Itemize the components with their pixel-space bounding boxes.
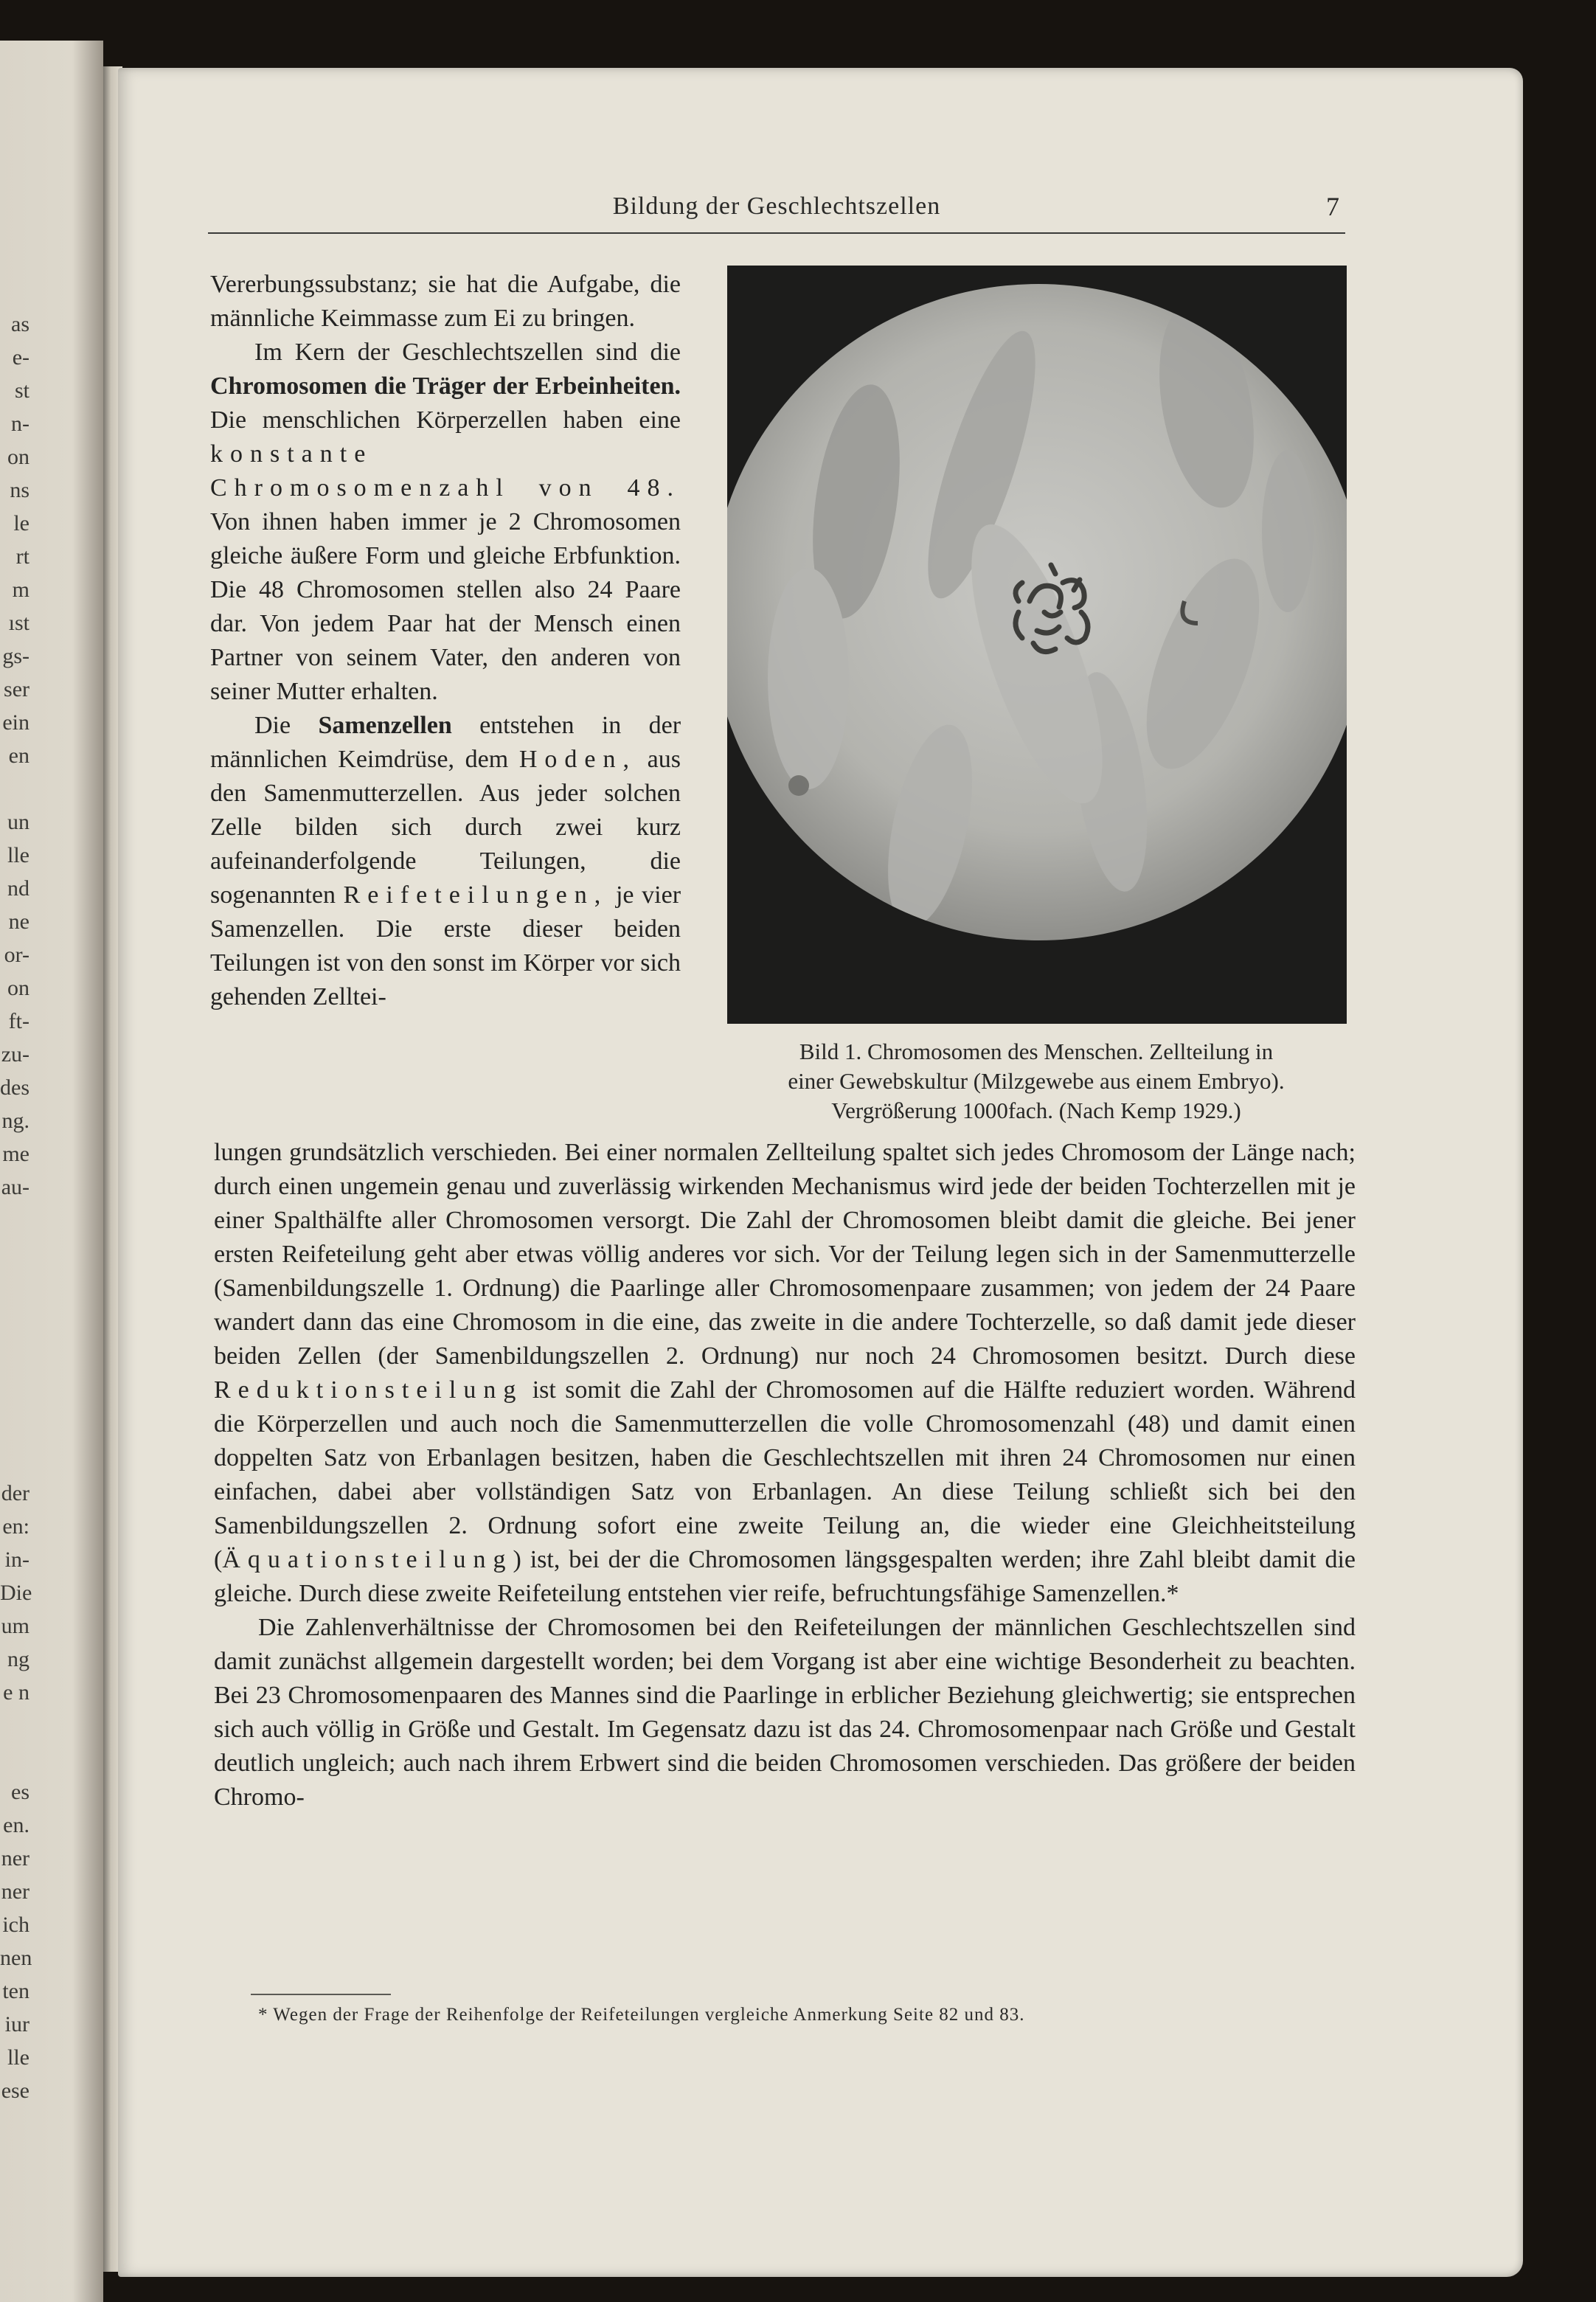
paragraph: Die Samenzellen entstehen in der männlichen Keimdrüse, dem Hoden, aus den Samenmutterzellen. Aus jeder solchen Zelle bilden sich durch zwei kurz aufeinanderfolgende Teilungen, die sogenannten Reifeteilungen, je vier Samenzellen. Die erste dieser beiden Teilungen ist von den sonst im Körper vor sich gehenden Zelltei- bbox=[210, 712, 681, 1010]
spaced-phrase: konstante Chromosomenzahl von 48. bbox=[210, 440, 681, 502]
previous-page-fragment: des bbox=[0, 1075, 30, 1100]
previous-page-fragment: on bbox=[7, 445, 30, 469]
previous-page-fragment: ft- bbox=[8, 1009, 30, 1033]
previous-page-fragment: ner bbox=[1, 1879, 30, 1904]
previous-page-fragment: e n bbox=[3, 1680, 30, 1705]
spaced-phrase: Reifeteilungen, bbox=[343, 881, 608, 909]
previous-page-fragment: en. bbox=[3, 1813, 30, 1837]
previous-page-fragment: um bbox=[1, 1614, 30, 1638]
previous-page-fragment: zu- bbox=[1, 1042, 30, 1067]
caption-line: einer Gewebskultur (Milzgewebe aus einem Embryo). bbox=[788, 1068, 1285, 1094]
footnote: * Wegen der Frage der Reihenfolge der Reifeteilungen vergleiche Anmerkung Seite 82 und 83. bbox=[258, 2005, 1025, 2025]
previous-page-fragment: nd bbox=[7, 876, 30, 901]
previous-page-edge bbox=[0, 41, 103, 2302]
micrograph-image bbox=[727, 266, 1347, 1024]
previous-page-fragment: me bbox=[2, 1142, 30, 1166]
page-number: 7 bbox=[1326, 192, 1339, 221]
micrograph-figure bbox=[727, 266, 1347, 1024]
previous-page-fragment: ese bbox=[1, 2079, 30, 2103]
previous-page-fragment: lle bbox=[7, 2045, 30, 2070]
previous-page-fragment: en: bbox=[2, 1514, 30, 1539]
paragraph: lungen grundsätzlich verschieden. Bei einer normalen Zellteilung spaltet sich jedes Chromosom der Länge nach; durch einen ungemein genau und zuverlässig wirkenden Mechanismus wird jede der beiden Tochterzellen mit je einer Spalthälfte aller Chromosomen versorgt. Die Zahl der Chromosomen bleibt damit die gleiche. Bei jener ersten Reifeteilung geht aber etwas völlig anderes vor sich. Vor der Teilung legen sich in der Samenmutterzelle (Samenbildungszelle 1. Ordnung) die Paarlinge aller Chromosomenpaare zusammen; von jedem der 24 Paare wandert dann das eine Chromosom in die eine, das zweite in die andere Tochterzelle, so daß damit jede dieser beiden Zellen (der Samenbildungszellen 2. Ordnung) nur noch 24 Chromosomen besitzt. Durch diese Reduktionsteilung ist somit die Zahl der Chromosomen auf die Hälfte reduziert worden. Während die Körperzellen und auch noch die Samenmutterzellen die volle Chromosomenzahl (48) und damit einen doppelten Satz von Erbanlagen besitzen, haben die Geschlechtszellen mit ihren 24 Chromosomen nur einen einfachen, dabei aber vollständigen Satz von Erbanlagen. An diese Teilung schließt sich bei den Samenbildungszellen 2. Ordnung sofort eine zweite Teilung an, die wieder eine Gleichheitsteilung (Äquationsteilung) ist, bei der die Chromosomen längsgespalten werden; ihre Zahl bleibt damit die gleiche. Durch diese zweite Reifeteilung entstehen vier reife, befruchtungsfähige Samenzellen.* bbox=[214, 1139, 1356, 1607]
previous-page-fragment: ng bbox=[7, 1647, 30, 1671]
left-column-text bbox=[210, 268, 681, 1014]
previous-page-fragment: nen bbox=[0, 1946, 32, 1970]
previous-page-fragment: es bbox=[11, 1780, 30, 1804]
full-width-text bbox=[214, 1136, 1356, 1814]
spaced-phrase: Reduktionsteilung bbox=[214, 1376, 524, 1404]
caption-line: Bild 1. Chromosomen des Menschen. Zellteilung in bbox=[799, 1039, 1274, 1064]
footnote-rule bbox=[251, 1994, 391, 1995]
bold-phrase: Chromosomen die Träger der Erbeinheiten. bbox=[210, 372, 681, 400]
paragraph: Vererbungssubstanz; sie hat die Aufgabe, die männliche Keimmasse zum Ei zu bringen. bbox=[210, 271, 681, 332]
spaced-phrase: Hoden, bbox=[518, 746, 636, 773]
previous-page-fragment: or- bbox=[4, 943, 30, 967]
figure-caption bbox=[719, 1037, 1353, 1126]
running-title: Bildung der Geschlechtszellen bbox=[612, 193, 941, 220]
previous-page-fragment: en bbox=[8, 743, 30, 768]
previous-page-fragment: Die bbox=[0, 1581, 32, 1605]
spaced-phrase: Äquationsteilung bbox=[222, 1546, 513, 1573]
previous-page-fragment: lle bbox=[7, 843, 30, 867]
paragraph: Im Kern der Geschlechtszellen sind die Chromosomen die Träger der Erbeinheiten. Die menschlichen Körperzellen haben eine konstante Chromosomenzahl von 48. Von ihnen haben immer je 2 Chromosomen gleiche äußere Form und gleiche Erbfunktion. Die 48 Chromosomen stellen also 24 Paare dar. Von jedem Paar hat der Mensch einen Partner von seinem Vater, den anderen von seiner Mutter erhalten. bbox=[210, 339, 681, 705]
previous-page-fragment: ıst bbox=[8, 611, 30, 635]
bold-phrase: Samenzellen bbox=[318, 712, 452, 739]
previous-page-fragment: au- bbox=[1, 1175, 30, 1199]
previous-page-fragment: un bbox=[7, 810, 30, 834]
previous-page-fragment: e- bbox=[12, 345, 30, 370]
previous-page-fragment: ns bbox=[10, 478, 30, 502]
previous-page-fragment: st bbox=[14, 378, 30, 403]
previous-page-fragment: le bbox=[13, 511, 30, 535]
previous-page-fragment: rt bbox=[15, 544, 30, 569]
paragraph: Die Zahlenverhältnisse der Chromosomen bei den Reifeteilungen der männlichen Geschlechtszellen sind damit zunächst allgemein dargestellt worden; bei dem Vorgang ist aber eine wichtige Besonderheit zu beachten. Bei 23 Chromosomenpaaren des Mannes sind die Paarlinge in erblicher Beziehung gleichwertig; sie entsprechen sich auch völlig in Größe und Gestalt. Im Gegensatz dazu ist das 24. Chromosomenpaar nach Größe und Gestalt deutlich ungleich; auch nach ihrem Erbwert sind die beiden Chromosomen verschieden. Das größere der beiden Chromo- bbox=[214, 1614, 1356, 1811]
previous-page-fragment: iur bbox=[4, 2012, 30, 2036]
previous-page-fragment: ein bbox=[2, 710, 30, 735]
previous-page-fragment: ten bbox=[2, 1979, 30, 2003]
previous-page-fragment: ng. bbox=[1, 1109, 30, 1133]
previous-page-fragment: ich bbox=[2, 1913, 30, 1937]
previous-page-fragment: ner bbox=[1, 1846, 30, 1871]
previous-page-fragment: on bbox=[7, 976, 30, 1000]
previous-page-fragment: as bbox=[11, 312, 30, 336]
previous-page-fragment: in- bbox=[4, 1547, 30, 1572]
previous-page-fragment: ser bbox=[4, 677, 30, 701]
running-header bbox=[208, 188, 1345, 234]
previous-page-fragment: der bbox=[1, 1481, 30, 1505]
previous-page-fragment: n- bbox=[11, 412, 30, 436]
previous-page-fragment: ne bbox=[8, 909, 30, 934]
caption-line: Vergrößerung 1000fach. (Nach Kemp 1929.) bbox=[831, 1098, 1241, 1123]
previous-page-fragment: m bbox=[12, 578, 30, 602]
previous-page-fragment: gs- bbox=[2, 644, 30, 668]
